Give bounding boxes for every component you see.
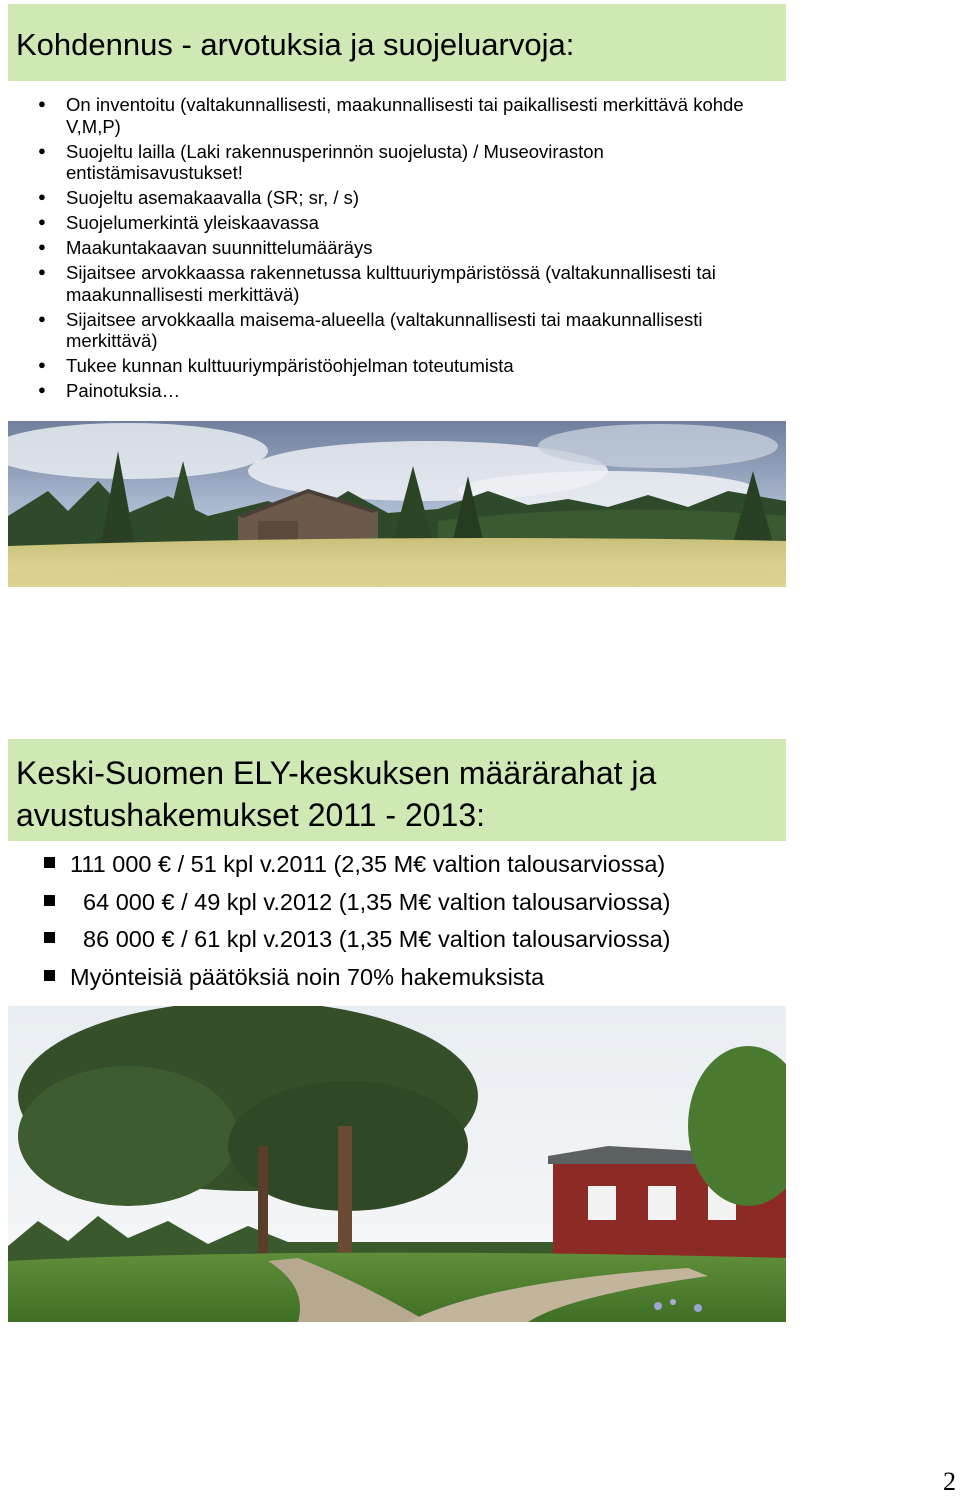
list-item: ● Tukee kunnan kulttuuriympäristöohjelman toteutumista — [38, 355, 514, 376]
list-item: 86 000 € / 61 kpl v.2013 (1,35 M€ valtion talousarviossa) — [40, 926, 780, 953]
list-item: ● Suojeltu asemakaavalla (SR; sr, / s) — [38, 187, 360, 208]
list-item: ● Sijaitsee arvokkaalla maisema-alueella (valtakunnallisesti tai maakunnallisesti merkittävä) — [38, 308, 703, 351]
country-road-photo — [8, 1006, 786, 1322]
slide1-title: Kohdennus - arvotuksia ja suojeluarvoja: — [16, 27, 575, 62]
list-item: ● Sijaitsee arvokkaassa rakennetussa kulttuuriympäristössä (valtakunnallisesti tai maakunnallisesti merkittävä) — [38, 262, 716, 305]
barn-field-photo — [8, 421, 786, 587]
slide1-header — [8, 4, 786, 81]
bullet-square-icon — [44, 857, 55, 868]
bullet-dot-icon: ● — [38, 142, 46, 158]
list-item: ● Suojelumerkintä yleiskaavassa — [38, 212, 319, 233]
list-item: ● On inventoitu (valtakunnallisesti, maakunnallisesti tai paikallisesti merkittävä kohde V,M,P) — [38, 94, 744, 137]
bullet-square-icon — [44, 895, 55, 906]
bullet-square-icon — [44, 970, 55, 981]
list-item: 111 000 € / 51 kpl v.2011 (2,35 M€ valtion talousarviossa) — [40, 851, 780, 878]
list-item: ● Suojeltu lailla (Laki rakennusperinnön suojelusta) / Museoviraston entistämisavustukset! — [38, 140, 604, 183]
bullet-dot-icon: ● — [38, 264, 46, 279]
bullet-dot-icon: ● — [38, 214, 46, 229]
slide2-bullet-list — [40, 851, 780, 1001]
bullet-dot-icon: ● — [38, 357, 46, 372]
list-item: 64 000 € / 49 kpl v.2012 (1,35 M€ valtion talousarviossa) — [40, 889, 780, 916]
slide2-header — [8, 739, 786, 841]
bullet-dot-icon: ● — [38, 96, 46, 111]
list-item: ● Maakuntakaavan suunnittelumääräys — [38, 237, 373, 258]
bullet-dot-icon: ● — [38, 189, 46, 204]
slide2-title: Keski-Suomen ELY-keskuksen määrärahat ja avustushakemukset 2011 - 2013: — [16, 755, 657, 833]
page-number: 2 — [943, 1467, 956, 1496]
bullet-square-icon — [44, 932, 55, 943]
list-item: ● Painotuksia… — [38, 380, 181, 401]
bullet-dot-icon: ● — [38, 382, 46, 397]
slide1-bullet-list — [36, 94, 776, 405]
bullet-dot-icon: ● — [38, 310, 46, 326]
bullet-dot-icon: ● — [38, 239, 46, 254]
list-item: Myönteisiä päätöksiä noin 70% hakemuksista — [40, 964, 780, 991]
